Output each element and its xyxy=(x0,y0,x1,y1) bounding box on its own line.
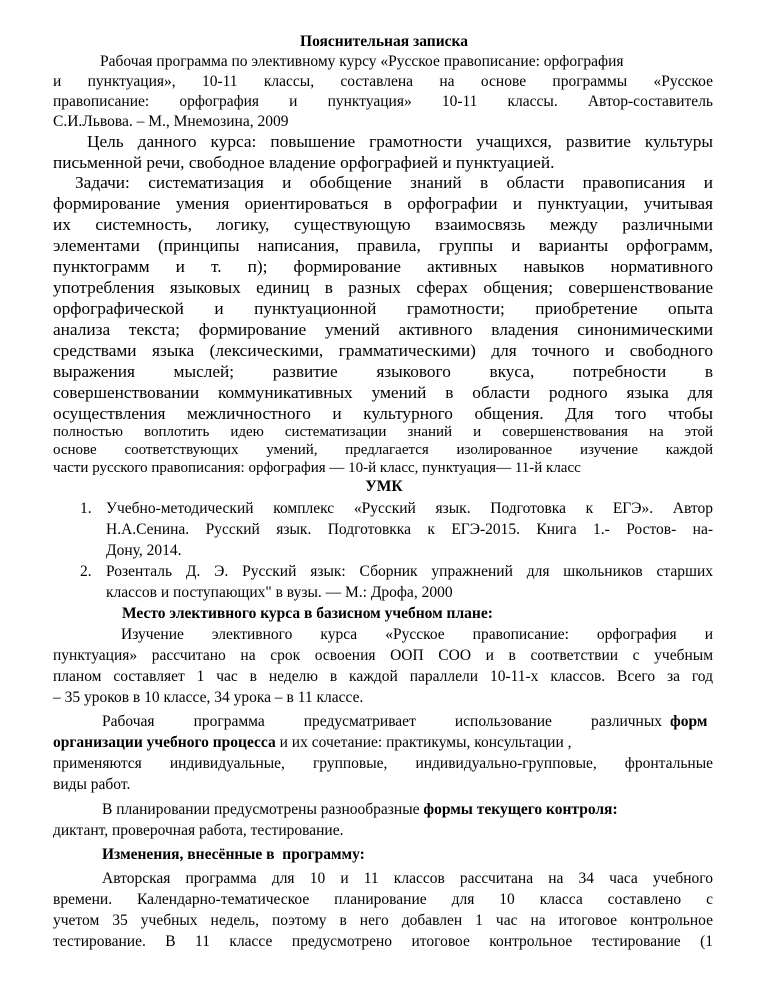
forms-line-1-bold: форм xyxy=(670,713,708,730)
forms-line-2 xyxy=(53,734,571,752)
document-title: Пояснительная записка xyxy=(300,33,468,50)
forms-line-4: виды работ. xyxy=(53,776,131,793)
place-line-4: – 35 уроков в 10 классе, 34 урока – в 11 классе. xyxy=(53,689,364,706)
control-line-2: диктант, проверочная работа, тестирование. xyxy=(53,822,344,839)
changes-line-1: Авторская программа для 10 и 11 классов рассчитана на 34 часа учебного xyxy=(102,870,713,887)
umk-item-1-line-2: Н.А.Сенина. Русский язык. Подготовкка к ЕГЭ-2015. Книга 1.- Ростов- на- xyxy=(106,521,713,538)
tasks-small-line-2: основе соответствующих умений, предлагается изолированное изучение каждой xyxy=(53,442,713,458)
tasks-line-10: выражения мыслей; развитие языкового вкуса, потребности в xyxy=(53,362,713,381)
tasks-small-line-3: части русского правописания: орфография — 10-й класс, пунктуация— 11-й класс xyxy=(53,460,581,476)
umk-item-2-line-1: Розенталь Д. Э. Русский язык: Сборник упражнений для школьников старших xyxy=(106,563,713,580)
tasks-small-line-1: полностью воплотить идею систематизации знаний и совершенствования на этой xyxy=(53,424,713,440)
tasks-line-1: Задачи: систематизация и обобщение знаний в области правописания и xyxy=(75,173,713,192)
tasks-line-8: анализа текста; формирование умений активного владения синонимическими xyxy=(53,320,713,339)
goal-line-2: письменной речи, свободное владение орфографией и пунктуацией. xyxy=(53,153,555,172)
intro-line-4: С.И.Львова. – М., Мнемозина, 2009 xyxy=(53,113,289,130)
place-heading: Место элективного курса в базисном учебном плане: xyxy=(122,605,493,622)
changes-line-2: времени. Календарно-тематическое планирование для 10 класса составлено с xyxy=(53,891,713,908)
tasks-line-12: осуществления межличностного и культурного общения. Для того чтобы xyxy=(53,404,713,423)
umk-item-1-number: 1. xyxy=(80,500,92,517)
control-line-1-bold: формы текущего контроля: xyxy=(423,801,618,818)
place-line-2: пунктуация» рассчитано на срок освоения ООП СОО и в соответствии с учебным xyxy=(53,647,713,664)
control-line-1-text: В планировании предусмотрены разнообразные xyxy=(102,801,424,818)
umk-heading: УМК xyxy=(365,478,403,495)
tasks-line-7: орфографической и пунктуационной грамотности; приобретение опыта xyxy=(53,299,713,318)
tasks-line-3: их системность, логику, существующую взаимосвязь между различными xyxy=(53,215,713,234)
forms-line-3: применяются индивидуальные, групповые, индивидуально-групповые, фронтальные xyxy=(53,755,713,772)
control-line-1 xyxy=(102,801,618,819)
changes-line-3: учетом 35 учебных недель, поэтому в него добавлен 1 час на итоговое контрольное xyxy=(53,912,713,929)
umk-item-1-line-3: Дону, 2014. xyxy=(106,542,182,559)
place-line-3: планом составляет 1 час в неделю в каждой параллели 10-11-х классов. Всего за год xyxy=(53,668,713,685)
intro-line-1: Рабочая программа по элективному курсу «Русское правописание: орфография xyxy=(100,53,624,70)
tasks-line-5: пунктограмм и т. п); формирование активных навыков нормативного xyxy=(53,257,713,276)
forms-line-1: Рабочая программа предусматривает использование различных xyxy=(102,713,662,730)
tasks-line-11: совершенствовании коммуникативных умений в области родного языка для xyxy=(53,383,713,402)
tasks-line-9: средствами языка (лексическими, грамматическими) для точного и свободного xyxy=(53,341,713,360)
forms-line-2-bold: организации учебного процесса xyxy=(53,734,276,751)
tasks-line-6: употребления языковых единиц в разных сферах общения; совершенствование xyxy=(53,278,713,297)
forms-line-2-text: и их сочетание: практикумы, консультации , xyxy=(275,734,572,751)
intro-line-3: правописание: орфография и пунктуация» 10-11 классы. Автор-составитель xyxy=(53,93,713,110)
intro-line-2: и пунктуация», 10-11 классы, составлена на основе программы «Русское xyxy=(53,73,713,90)
changes-line-4: тестирование. В 11 классе предусмотрено итоговое контрольное тестирование (1 xyxy=(53,933,713,950)
changes-heading: Изменения, внесённые в программу: xyxy=(102,846,365,863)
umk-item-1-line-1: Учебно-методический комплекс «Русский язык. Подготовка к ЕГЭ». Автор xyxy=(106,500,713,517)
tasks-line-4: элементами (принципы написания, правила, группы и варианты орфограмм, xyxy=(53,236,713,255)
tasks-line-2: формирование умения ориентироваться в орфографии и пунктуации, учитывая xyxy=(53,194,713,213)
umk-item-2-number: 2. xyxy=(80,563,92,580)
umk-item-2-line-2: классов и поступающих" в вузы. — М.: Дрофа, 2000 xyxy=(106,584,453,601)
goal-line-1: Цель данного курса: повышение грамотности учащихся, развитие культуры xyxy=(87,132,713,151)
place-line-1: Изучение элективного курса «Русское правописание: орфография и xyxy=(121,626,713,643)
